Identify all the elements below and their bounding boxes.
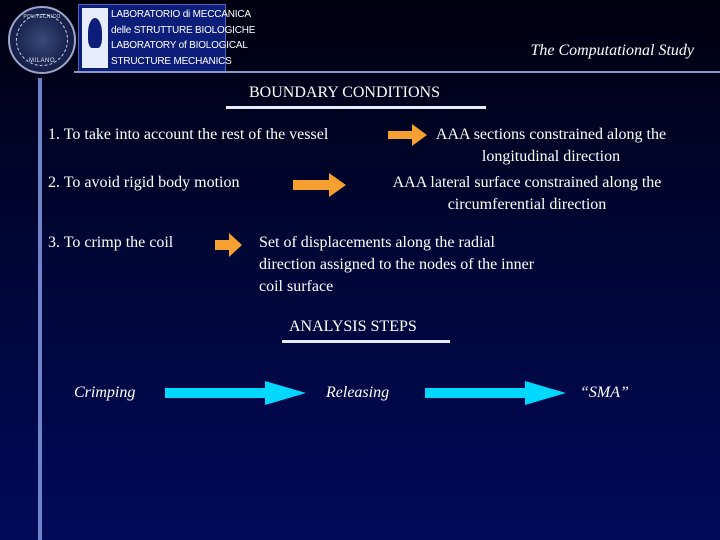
arrow-right-icon: [293, 172, 347, 198]
condition-2-label: 2. To avoid rigid body motion: [48, 174, 240, 191]
slide-header-title: The Computational Study: [530, 42, 694, 59]
side-divider: [38, 78, 42, 540]
condition-2-result: AAA lateral surface constrained along the circumferential direction: [392, 174, 662, 213]
seal-bottom-text: MILANO: [28, 58, 55, 64]
analysis-steps-heading: ANALYSIS STEPS: [289, 318, 417, 335]
condition-3-result: Set of displacements along the radial direction assigned to the nodes of the inner coil surface: [259, 234, 535, 295]
step-releasing: Releasing: [326, 384, 390, 401]
arrow-right-icon: [165, 380, 307, 406]
step-sma: “SMA”: [580, 384, 629, 401]
analysis-steps-underline: [282, 340, 450, 343]
university-seal-logo: [8, 6, 76, 74]
condition-3-label: 3. To crimp the coil: [48, 234, 174, 251]
lab-logo: [78, 4, 256, 72]
header-divider: [74, 71, 720, 73]
boundary-conditions-underline: [226, 106, 486, 109]
lab-logo-text: LABORATORIO di MECCANICA delle STRUTTURE BIOLOGICHE LABORATORY of BIOLOGICAL STRUCTURE MECHANICS: [111, 9, 256, 67]
bird-icon: [82, 8, 108, 68]
condition-1-label: 1. To take into account the rest of the vessel: [48, 126, 329, 143]
seal-top-text: POLITECNICO: [23, 14, 61, 20]
boundary-conditions-heading: BOUNDARY CONDITIONS: [249, 84, 440, 101]
step-crimping: Crimping: [74, 384, 136, 401]
arrow-right-icon: [425, 380, 567, 406]
condition-1-result: AAA sections constrained along the longitudinal direction: [435, 126, 667, 165]
arrow-right-icon: [215, 232, 243, 258]
